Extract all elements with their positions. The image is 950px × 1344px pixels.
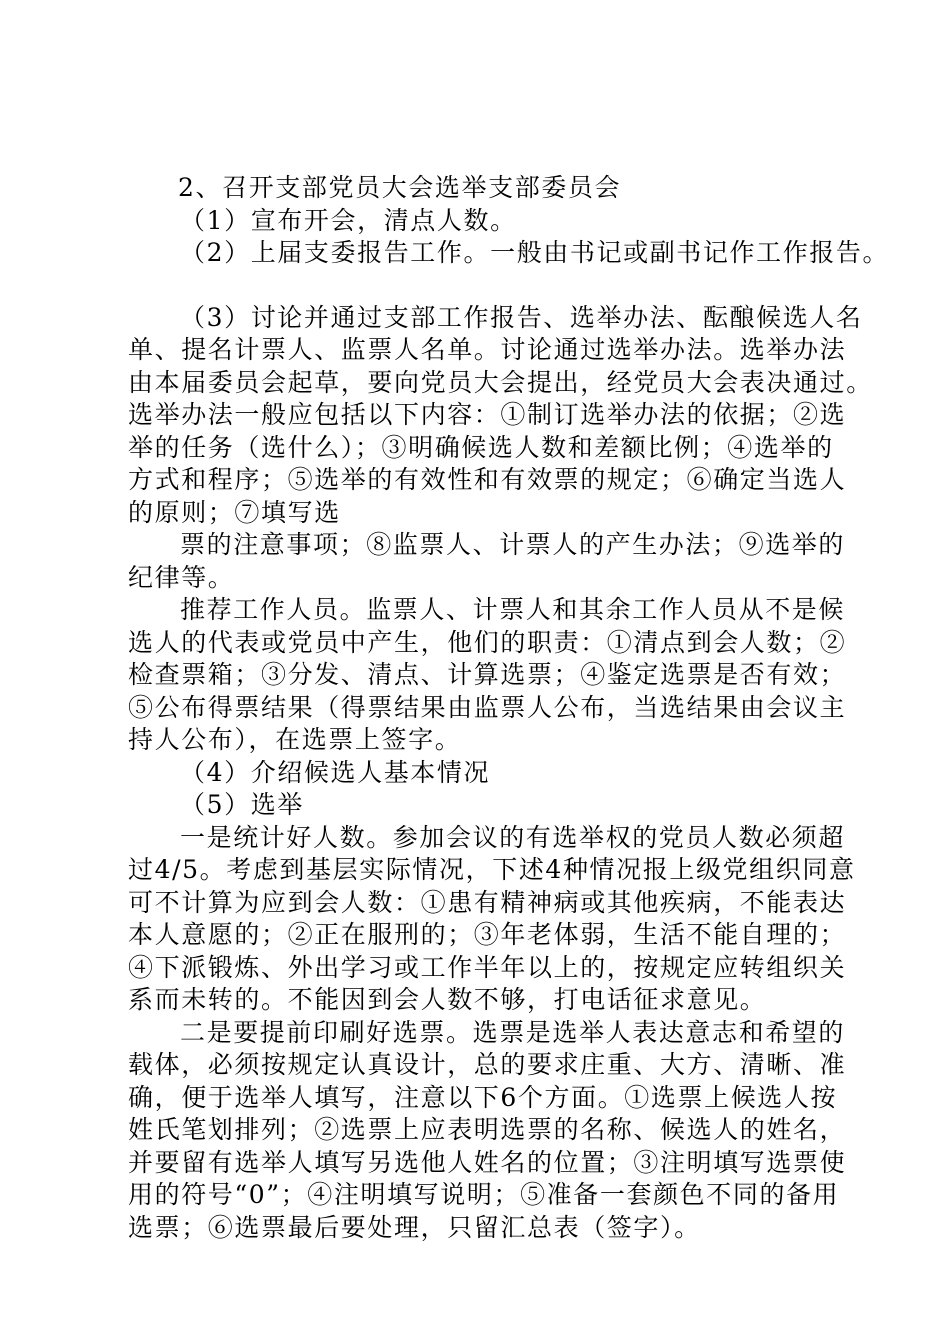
paragraph-line: 用的符号“0”；④注明填写说明；⑤准备一套颜色不同的备用 bbox=[128, 1180, 840, 1209]
paragraph-line: 检查票箱；③分发、清点、计算选票；④鉴定选票是否有效； bbox=[128, 660, 847, 689]
paragraph-line: 过4/5。考虑到基层实际情况，下述4种情况报上级党组织同意 bbox=[128, 855, 856, 884]
paragraph-line: 可不计算为应到会人数：①患有精神病或其他疾病，不能表达 bbox=[128, 887, 847, 917]
paragraph-line: 纪律等。 bbox=[128, 562, 235, 592]
paragraph-line: （1）宣布开会，清点人数。 bbox=[180, 205, 517, 235]
paragraph-line: 票的注意事项；⑧监票人、计票人的产生办法；⑨选举的 bbox=[180, 530, 846, 559]
paragraph-line: 并要留有选举人填写另选他人姓名的位置；③注明填写选票使 bbox=[128, 1147, 847, 1177]
paragraph-line: 选举办法一般应包括以下内容：①制订选举办法的依据；②选 bbox=[128, 400, 847, 429]
paragraph-line: 单、提名计票人、监票人名单。讨论通过选举办法。选举办法 bbox=[128, 335, 847, 364]
paragraph-line: 二是要提前印刷好选票。选票是选举人表达意志和希望的 bbox=[180, 1017, 846, 1047]
paragraph-line: 方式和程序；⑤选举的有效性和有效票的规定；⑥确定当选人 bbox=[128, 465, 847, 494]
paragraph-line: 本人意愿的；②正在服刑的；③年老体弱，生活不能自理的； bbox=[128, 920, 847, 949]
paragraph-line: 姓氏笔划排列；②选票上应表明选票的名称、候选人的姓名， bbox=[128, 1115, 847, 1144]
paragraph-line: 持人公布），在选票上签字。 bbox=[128, 725, 462, 754]
paragraph-line: 举的任务（选什么）；③明确候选人数和差额比例；④选举的 bbox=[128, 432, 834, 462]
paragraph-line: （5）选举 bbox=[180, 790, 304, 819]
paragraph-line: 一是统计好人数。参加会议的有选举权的党员人数必须超 bbox=[180, 822, 846, 852]
paragraph-line: 选票；⑥选票最后要处理，只留汇总表（签字）。 bbox=[128, 1212, 701, 1242]
paragraph-line: 的原则；⑦填写选 bbox=[128, 497, 341, 527]
paragraph-line: （4）介绍候选人基本情况 bbox=[180, 757, 491, 787]
paragraph-line: ④下派锻炼、外出学习或工作半年以上的，按规定应转组织关 bbox=[128, 952, 847, 982]
paragraph-line: 系而未转的。不能因到会人数不够，打电话征求意见。 bbox=[128, 985, 767, 1014]
paragraph-line: 推荐工作人员。监票人、计票人和其余工作人员从不是候 bbox=[180, 595, 846, 624]
paragraph-line: （3）讨论并通过支部工作报告、选举办法、酝酿候选人名 bbox=[180, 302, 863, 332]
paragraph-line: ⑤公布得票结果（得票结果由监票人公布，当选结果由会议主 bbox=[128, 692, 847, 722]
section-heading: 2、召开支部党员大会选举支部委员会 bbox=[178, 173, 622, 202]
document-body bbox=[128, 172, 890, 1244]
paragraph-line: （2）上届支委报告工作。一般由书记或副书记作工作报告。 bbox=[180, 238, 890, 267]
paragraph-line: 选人的代表或党员中产生，他们的职责：①清点到会人数；② bbox=[128, 627, 847, 657]
paragraph-line: 载体，必须按规定认真设计，总的要求庄重、大方、清晰、准 bbox=[128, 1050, 847, 1079]
paragraph-gap bbox=[128, 270, 838, 302]
paragraph-line: 由本届委员会起草，要向党员大会提出，经党员大会表决通过。 bbox=[128, 367, 873, 397]
paragraph-line: 确，便于选举人填写，注意以下6个方面。①选票上候选人按 bbox=[128, 1082, 838, 1112]
